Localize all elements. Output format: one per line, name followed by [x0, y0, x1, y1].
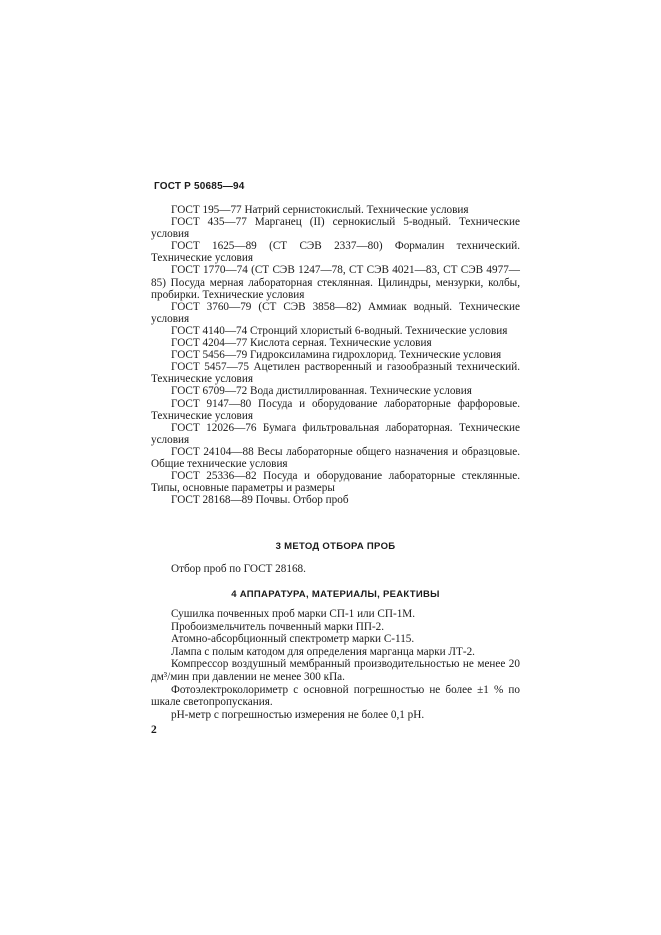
page-number: 2 [151, 724, 157, 736]
reference-item: ГОСТ 4140—74 Стронций хлористый 6-водный. Технические условия [171, 324, 508, 337]
reference-item: ГОСТ 28168—89 Почвы. Отбор проб [171, 494, 349, 507]
reference-item: ГОСТ 6709—72 Вода дистиллированная. Технические условия [171, 385, 472, 398]
equipment-list [151, 608, 520, 721]
equipment-item: Лампа с полым катодом для определения марганца марки ЛТ-2. [171, 645, 475, 658]
reference-item: ГОСТ 195—77 Натрий сернистокислый. Технические условия [171, 204, 469, 216]
equipment-item: рН-метр с погрешностью измерения не более 0,1 рН. [171, 708, 425, 721]
equipment-item: Фотоэлектроколориметр с основной погрешностью не более ±1 % по шкале светопропускания. [151, 683, 520, 709]
equipment-item: Компрессор воздушный мембранный производительностью не менее 20 дм³/мин при давлении не менее 300 кПа. [151, 658, 520, 683]
reference-item: ГОСТ 4204—77 Кислота серная. Технические условия [171, 337, 432, 350]
section-3-text: Отбор проб по ГОСТ 28168. [171, 563, 306, 575]
reference-item: ГОСТ 1770—74 (СТ СЭВ 1247—78, СТ СЭВ 4021—83, СТ СЭВ 4977—85) Посуда мерная лабораторная стеклянная. Цилиндры, мензурки, колбы, пробирки. Технические условия [151, 264, 520, 301]
reference-item: ГОСТ 12026—76 Бумага фильтровальная лабораторная. Технические условия [151, 421, 520, 446]
section-3-title: 3 МЕТОД ОТБОРА ПРОБ [275, 541, 396, 552]
page-header: ГОСТ Р 50685—94 [154, 181, 245, 192]
reference-item: ГОСТ 3760—79 (СТ СЭВ 3858—82) Аммиак водный. Технические условия [151, 300, 520, 325]
equipment-item: Сушилка почвенных проб марки СП-1 или СП-1М. [171, 608, 416, 620]
section-4-title: 4 АППАРАТУРА, МАТЕРИАЛЫ, РЕАКТИВЫ [231, 589, 440, 600]
reference-item: ГОСТ 24104—88 Весы лабораторные общего назначения и образцовые. Общие технические условия [151, 445, 520, 470]
reference-item: ГОСТ 9147—80 Посуда и оборудование лабораторные фарфоровые. Технические условия [151, 397, 520, 422]
reference-item: ГОСТ 1625—89 (СТ СЭВ 2337—80) Формалин технический. Технические условия [151, 240, 520, 265]
equipment-item: Пробоизмельчитель почвенный марки ПП-2. [171, 620, 385, 633]
reference-item: ГОСТ 5457—75 Ацетилен растворенный и газообразный технический. Технические условия [151, 361, 520, 386]
reference-item: ГОСТ 435—77 Марганец (II) сернокислый 5-водный. Технические условия [151, 216, 520, 241]
reference-item: ГОСТ 5456—79 Гидроксиламина гидрохлорид. Технические условия [171, 349, 502, 362]
reference-item: ГОСТ 25336—82 Посуда и оборудование лабораторные стеклянные. Типы, основные параметры и размеры [151, 470, 520, 495]
equipment-item: Атомно-абсорбционный спектрометр марки С-115. [171, 633, 415, 646]
normative-references-list [151, 204, 520, 506]
